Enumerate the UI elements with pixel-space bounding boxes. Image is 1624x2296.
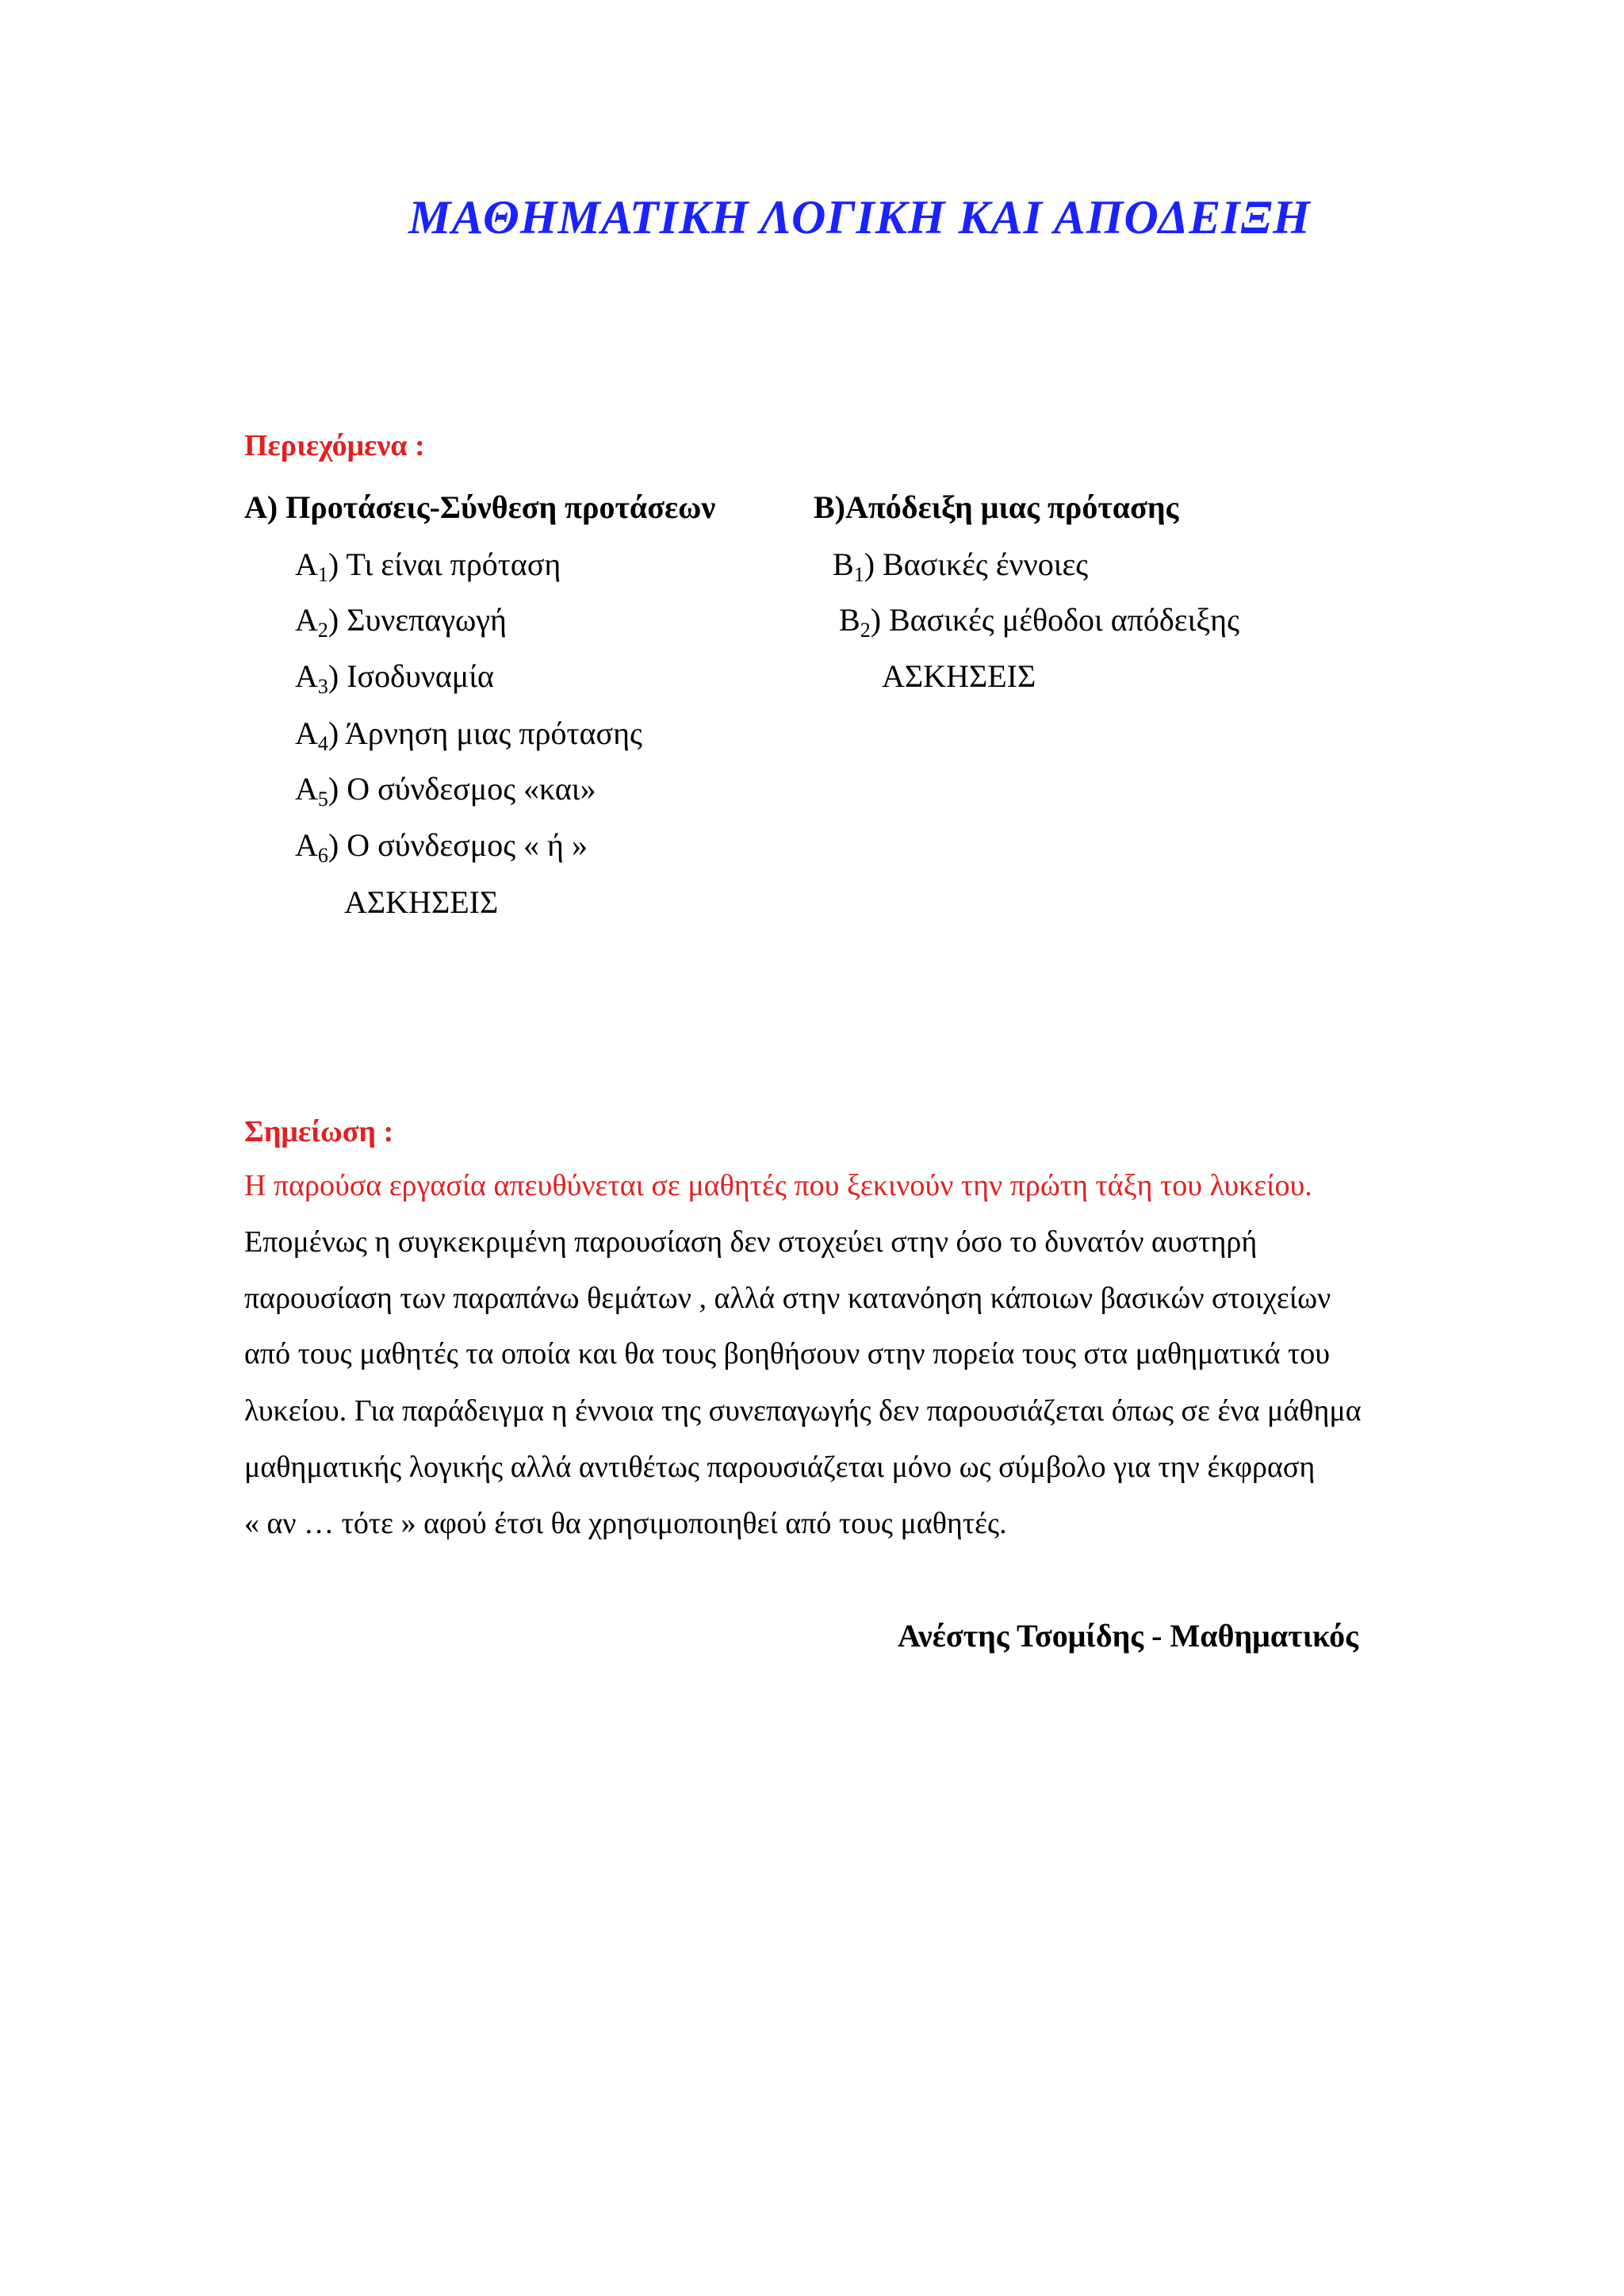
list-item-b2: $B_2$) Βασικές μέθοδοι απόδειξης bbox=[839, 602, 1239, 642]
list-item-a4: $A_4$) Άρνηση μιας πρότασης bbox=[295, 715, 642, 755]
section-b-heading: Β)Απόδειξη μιας πρότασης bbox=[814, 489, 1179, 525]
contents-label: Περιεχόμενα : bbox=[244, 429, 425, 462]
note-line: μαθηματικής λογικής αλλά αντιθέτως παρουσιάζεται μόνο ως σύμβολο για την έκφραση bbox=[244, 1451, 1316, 1484]
note-line: « αν … τότε » αφού έτσι θα χρησιμοποιηθεί από τους μαθητές. bbox=[244, 1507, 1007, 1540]
note-line: Επομένως η συγκεκριμένη παρουσίαση δεν στοχεύει στην όσο το δυνατόν αυστηρή bbox=[244, 1225, 1258, 1259]
note-line: Η παρούσα εργασία απευθύνεται σε μαθητές που ξεκινούν την πρώτη τάξη του λυκείου. bbox=[244, 1169, 1312, 1202]
list-item-a5: $A_5$) Ο σύνδεσμος «και» bbox=[295, 771, 596, 811]
list-item-a2: $A_2$) Συνεπαγωγή bbox=[295, 602, 507, 642]
author-signature: Ανέστης Τσομίδης - Μαθηματικός bbox=[898, 1618, 1358, 1654]
list-item-a1: $A_1$) Τι είναι πρόταση bbox=[295, 546, 561, 586]
note-line: παρουσίαση των παραπάνω θεμάτων , αλλά στην κατανόηση κάποιων βασικών στοιχείων bbox=[244, 1282, 1331, 1315]
list-item-a6: $A_6$) Ο σύνδεσμος « ή » bbox=[295, 827, 588, 867]
note-line: λυκείου. Για παράδειγμα η έννοια της συνεπαγωγής δεν παρουσιάζεται όπως σε ένα μάθημα bbox=[244, 1394, 1362, 1428]
page-title: ΜΑΘΗΜΑΤΙΚΗ ΛΟΓΙΚΗ ΚΑΙ ΑΠΟΔΕΙΞΗ bbox=[408, 191, 1311, 243]
note-line: από τους μαθητές τα οποία και θα τους βοηθήσουν στην πορεία τους στα μαθηματικά του bbox=[244, 1337, 1331, 1370]
section-a-exercises: ΑΣΚΗΣΕΙΣ bbox=[344, 884, 499, 920]
list-item-a3: $A_3$) Ισοδυναμία bbox=[295, 658, 494, 698]
note-label: Σημείωση : bbox=[244, 1115, 394, 1148]
section-a-heading: Α) Προτάσεις-Σύνθεση προτάσεων bbox=[244, 489, 716, 525]
section-b-exercises: ΑΣΚΗΣΕΙΣ bbox=[882, 658, 1036, 694]
list-item-b1: $B_1$) Βασικές έννοιες bbox=[833, 546, 1089, 586]
